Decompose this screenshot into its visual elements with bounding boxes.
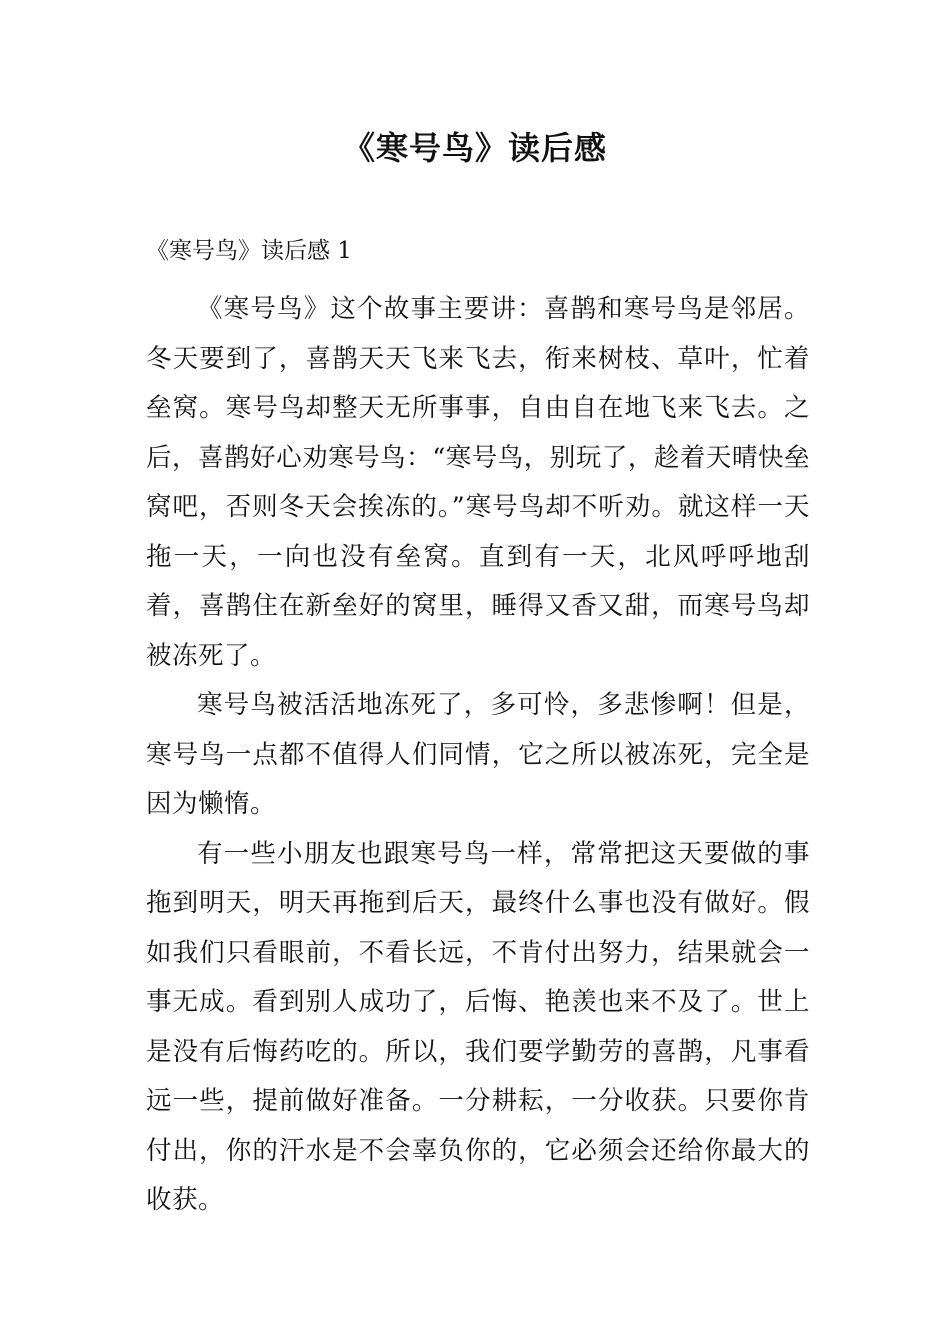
paragraph-story-summary: 《寒号鸟》这个故事主要讲：喜鹊和寒号鸟是邻居。冬天要到了，喜鹊天天飞来飞去，衔来树枝、草叶，忙着垒窝。寒号鸟却整天无所事事，自由自在地飞来飞去。之后，喜鹊好心劝寒号鸟：“寒号鸟，别玩了，趁着天晴快垒窝吧，否则冬天会挨冻的。”寒号鸟却不听劝。就这样一天拖一天，一向也没有垒窝。直到有一天，北风呼呼地刮着，喜鹊住在新垒好的窝里，睡得又香又甜，而寒号鸟却被冻死了。 (146, 294, 810, 671)
paragraph-reflection: 寒号鸟被活活地冻死了，多可怜，多悲惨啊！但是，寒号鸟一点都不值得人们同情，它之所以被冻死，完全是因为懒惰。 (146, 690, 810, 819)
section-subtitle: 《寒号鸟》读后感 1 (146, 238, 352, 264)
paragraph-lesson: 有一些小朋友也跟寒号鸟一样，常常把这天要做的事拖到明天，明天再拖到后天，最终什么事也没有做好。假如我们只看眼前，不看长远，不肯付出努力，结果就会一事无成。看到别人成功了，后悔、艳羡也来不及了。世上是没有后悔药吃的。所以，我们要学勤劳的喜鹊，凡事看远一些，提前做好准备。一分耕耘，一分收获。只要你肯付出，你的汗水是不会辜负你的，它必须会还给你最大的收获。 (146, 838, 810, 1215)
document-title: 《寒号鸟》读后感 (342, 129, 607, 167)
document-body (146, 285, 810, 1226)
